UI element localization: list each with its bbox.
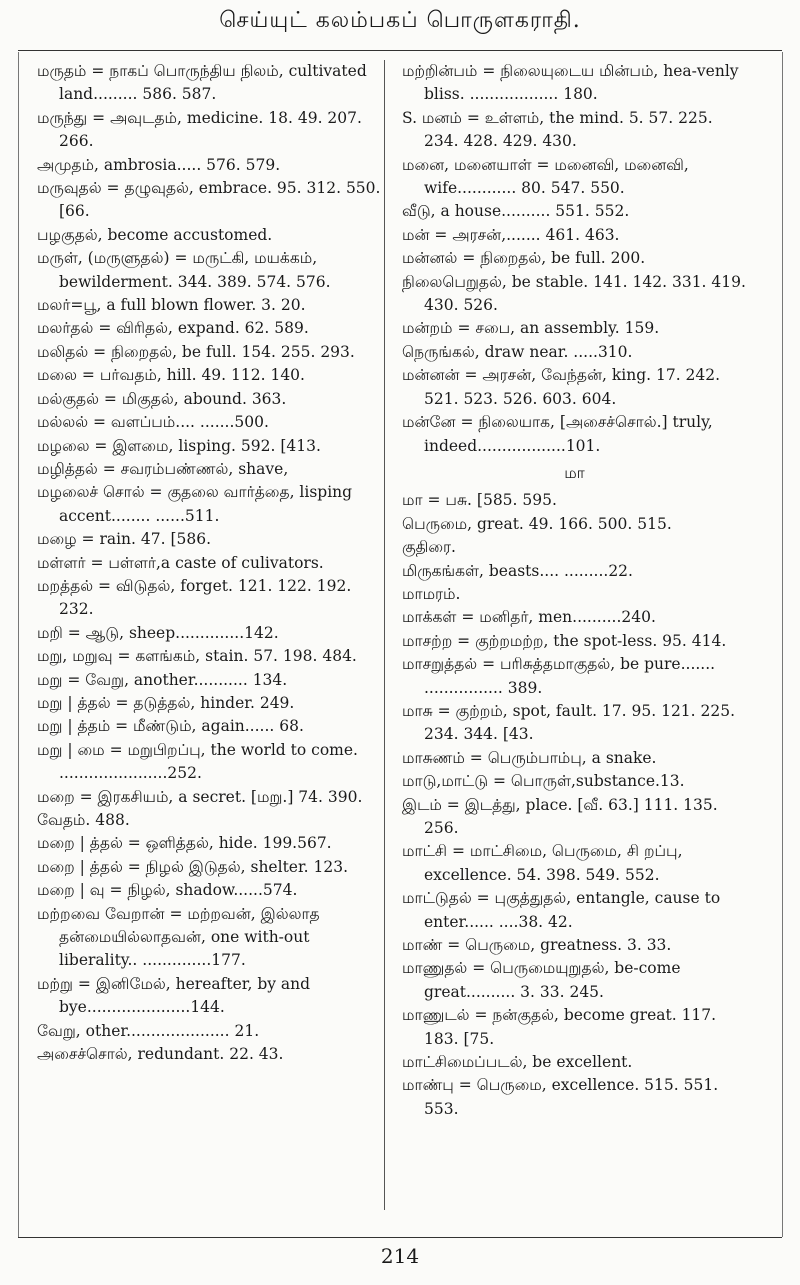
dictionary-entry: மறு = வேறு, another........... 134. bbox=[37, 670, 288, 689]
dictionary-entry: மழலைச் சொல் = குதலை வார்த்தை, lisping accent........ ......511. bbox=[37, 483, 353, 525]
dictionary-entry: மாசு = குற்றம், spot, fault. 17. 95. 121. 225. 234. 344. [43. bbox=[402, 701, 736, 744]
dictionary-entry: மருவுதல் = தழுவுதல், embrace. 95. 312. 550. [66. bbox=[37, 179, 381, 221]
right-column bbox=[402, 60, 747, 1121]
dictionary-entry: மற்றின்பம் = நிலையுடைய மின்பம், hea-venly bliss. .................. 180. bbox=[402, 62, 739, 104]
page-number: 214 bbox=[380, 1244, 420, 1268]
dictionary-entry: மன்னல் = நிறைதல், be full. 200. bbox=[402, 249, 646, 268]
dictionary-entry: மள்ளர் = பள்ளர்,a caste of culivators. bbox=[37, 553, 324, 572]
dictionary-entry: மறை | த்தல் = நிழல் இடுதல், shelter. 123. bbox=[37, 857, 349, 876]
dictionary-entry: வீடு, a house.......... 551. 552. bbox=[402, 202, 630, 221]
dictionary-entry: மாட்சிமைப்படல், be excellent. bbox=[402, 1053, 633, 1072]
dictionary-entry: மற்று = இனிமேல், hereafter, by and bye.....................144. bbox=[37, 974, 311, 1017]
dictionary-entry: மறு, மறுவு = களங்கம், stain. 57. 198. 484. bbox=[37, 647, 357, 666]
dictionary-entry: மறை = இரகசியம், a secret. [மறு.] 74. 390. bbox=[37, 787, 363, 806]
dictionary-entry: மழை = rain. 47. [586. bbox=[37, 530, 212, 549]
dictionary-entry: அமுதம், ambrosia..... 576. 579. bbox=[37, 155, 281, 174]
dictionary-entry: மல்லல் = வளப்பம்.... .......500. bbox=[37, 413, 269, 432]
dictionary-entry: மற்றவை வேறான் = மற்றவன், இல்லாத தன்மையில்லாதவன், one with-out liberality.. ..............177. bbox=[37, 904, 320, 970]
section-heading: மா bbox=[564, 463, 585, 482]
dictionary-entry: மலிதல் = நிறைதல், be full. 154. 255. 293. bbox=[37, 342, 355, 361]
dictionary-entry: மாட்டுதல் = புகுத்துதல், entangle, cause to enter...... ....38. 42. bbox=[402, 889, 721, 931]
dictionary-entry: மிருகங்கள், beasts.... .........22. bbox=[402, 561, 633, 580]
dictionary-entry: மா = பசு. [585. 595. bbox=[402, 491, 557, 510]
dictionary-entry: மழலை = இளமை, lisping. 592. [413. bbox=[37, 436, 321, 455]
dictionary-entry: மறு | த்தல் = தடுத்தல், hinder. 249. bbox=[37, 693, 295, 712]
dictionary-entry: மாக்கள் = மனிதர், men..........240. bbox=[402, 608, 656, 627]
left-border-rule bbox=[18, 52, 19, 1237]
dictionary-entry: மன்றம் = சபை, an assembly. 159. bbox=[402, 319, 660, 338]
right-border-rule bbox=[782, 52, 783, 1237]
dictionary-entry: மன்னே = நிலையாக, [அசைச்சொல்.] truly, indeed..................101. bbox=[402, 413, 713, 455]
dictionary-entry: மாணுடல் = நன்குதல், become great. 117. 183. [75. bbox=[402, 1006, 717, 1048]
dictionary-entry: மருள், (மருளுதல்) = மருட்கி, மயக்கம், bewilderment. 344. 389. 574. 576. bbox=[37, 249, 331, 291]
dictionary-entry: பெருமை, great. 49. 166. 500. 515. bbox=[402, 514, 672, 533]
dictionary-entry: மறி = ஆடு, sheep..............142. bbox=[37, 623, 279, 642]
dictionary-entry: மலர்=பூ, a full blown flower. 3. 20. bbox=[37, 296, 306, 315]
dictionary-entry: மாண்பு = பெருமை, excellence. 515. 551. 553. bbox=[402, 1076, 719, 1118]
dictionary-entry: மாசுணம் = பெரும்பாம்பு, a snake. bbox=[402, 748, 657, 767]
dictionary-entry: குதிரை. bbox=[402, 538, 456, 557]
dictionary-entry: மாசறுத்தல் = பரிசுத்தமாகுதல், be pure....... ................ 389. bbox=[402, 655, 716, 697]
dictionary-entry: மன்னன் = அரசன், வேந்தன், king. 17. 242. 521. 523. 526. 603. 604. bbox=[402, 366, 721, 408]
dictionary-entry: பழகுதல், become accustomed. bbox=[37, 225, 273, 244]
dictionary-entry: அசைச்சொல், redundant. 22. 43. bbox=[37, 1045, 284, 1064]
dictionary-entry: மாமரம். bbox=[402, 584, 461, 603]
dictionary-entry: S. மனம் = உள்ளம், the mind. 5. 57. 225. 234. 428. 429. 430. bbox=[402, 108, 713, 151]
dictionary-entry: இடம் = இடத்து, place. [வீ. 63.] 111. 135. 256. bbox=[402, 795, 718, 837]
column-divider bbox=[384, 60, 385, 1210]
left-column bbox=[37, 60, 382, 1066]
dictionary-entry: மறை | வு = நிழல், shadow......574. bbox=[37, 881, 298, 900]
dictionary-entry: வேதம். 488. bbox=[37, 811, 130, 829]
dictionary-entry: மருந்து = அவுடதம், medicine. 18. 49. 207. 266. bbox=[37, 108, 362, 151]
dictionary-entry: மழித்தல் = சவரம்பண்ணல், shave, bbox=[37, 459, 289, 478]
dictionary-entry: மாட்சி = மாட்சிமை, பெருமை, சி றப்பு, excellence. 54. 398. 549. 552. bbox=[402, 842, 683, 884]
dictionary-entry: மன் = அரசன்,....... 461. 463. bbox=[402, 225, 620, 244]
dictionary-entry: மாணுதல் = பெருமையுறுதல், be-come great.......... 3. 33. 245. bbox=[402, 959, 681, 1001]
dictionary-entry: நெருங்கல், draw near. .....310. bbox=[402, 342, 633, 361]
page-header: செய்யுட் கலம்பகப் பொருளகராதி. bbox=[219, 8, 581, 33]
dictionary-entry: மறை | த்தல் = ஒளித்தல், hide. 199.567. bbox=[37, 834, 332, 853]
dictionary-entry: மறத்தல் = விடுதல், forget. 121. 122. 192. 232. bbox=[37, 576, 352, 619]
dictionary-entry: மலர்தல் = விரிதல், expand. 62. 589. bbox=[37, 319, 309, 338]
dictionary-entry: மனை, மனையாள் = மனைவி, மனைவி, wife............ 80. 547. 550. bbox=[402, 155, 689, 198]
dictionary-entry: மல்குதல் = மிகுதல், abound. 363. bbox=[37, 389, 287, 408]
dictionary-entry: மருதம் = நாகப் பொருந்திய நிலம், cultivated land......... 586. 587. bbox=[37, 62, 367, 104]
dictionary-entry: மறு | மை = மறுபிறப்பு, the world to come. ......................252. bbox=[37, 740, 358, 783]
dictionary-entry: மறு | த்தம் = மீண்டும், again...... 68. bbox=[37, 717, 304, 736]
dictionary-entry: மாண் = பெருமை, greatness. 3. 33. bbox=[402, 936, 672, 955]
header-rule bbox=[18, 50, 782, 51]
dictionary-entry: மாசற்ற = குற்றமற்ற, the spot-less. 95. 414. bbox=[402, 631, 727, 650]
dictionary-entry: நிலைபெறுதல், be stable. 141. 142. 331. 419. 430. 526. bbox=[402, 272, 746, 315]
footer-rule bbox=[18, 1237, 782, 1238]
dictionary-entry: வேறு, other..................... 21. bbox=[37, 1021, 260, 1040]
dictionary-entry: மாடு,மாட்டு = பொருள்,substance.13. bbox=[402, 772, 685, 791]
dictionary-entry: மலை = பர்வதம், hill. 49. 112. 140. bbox=[37, 366, 305, 385]
